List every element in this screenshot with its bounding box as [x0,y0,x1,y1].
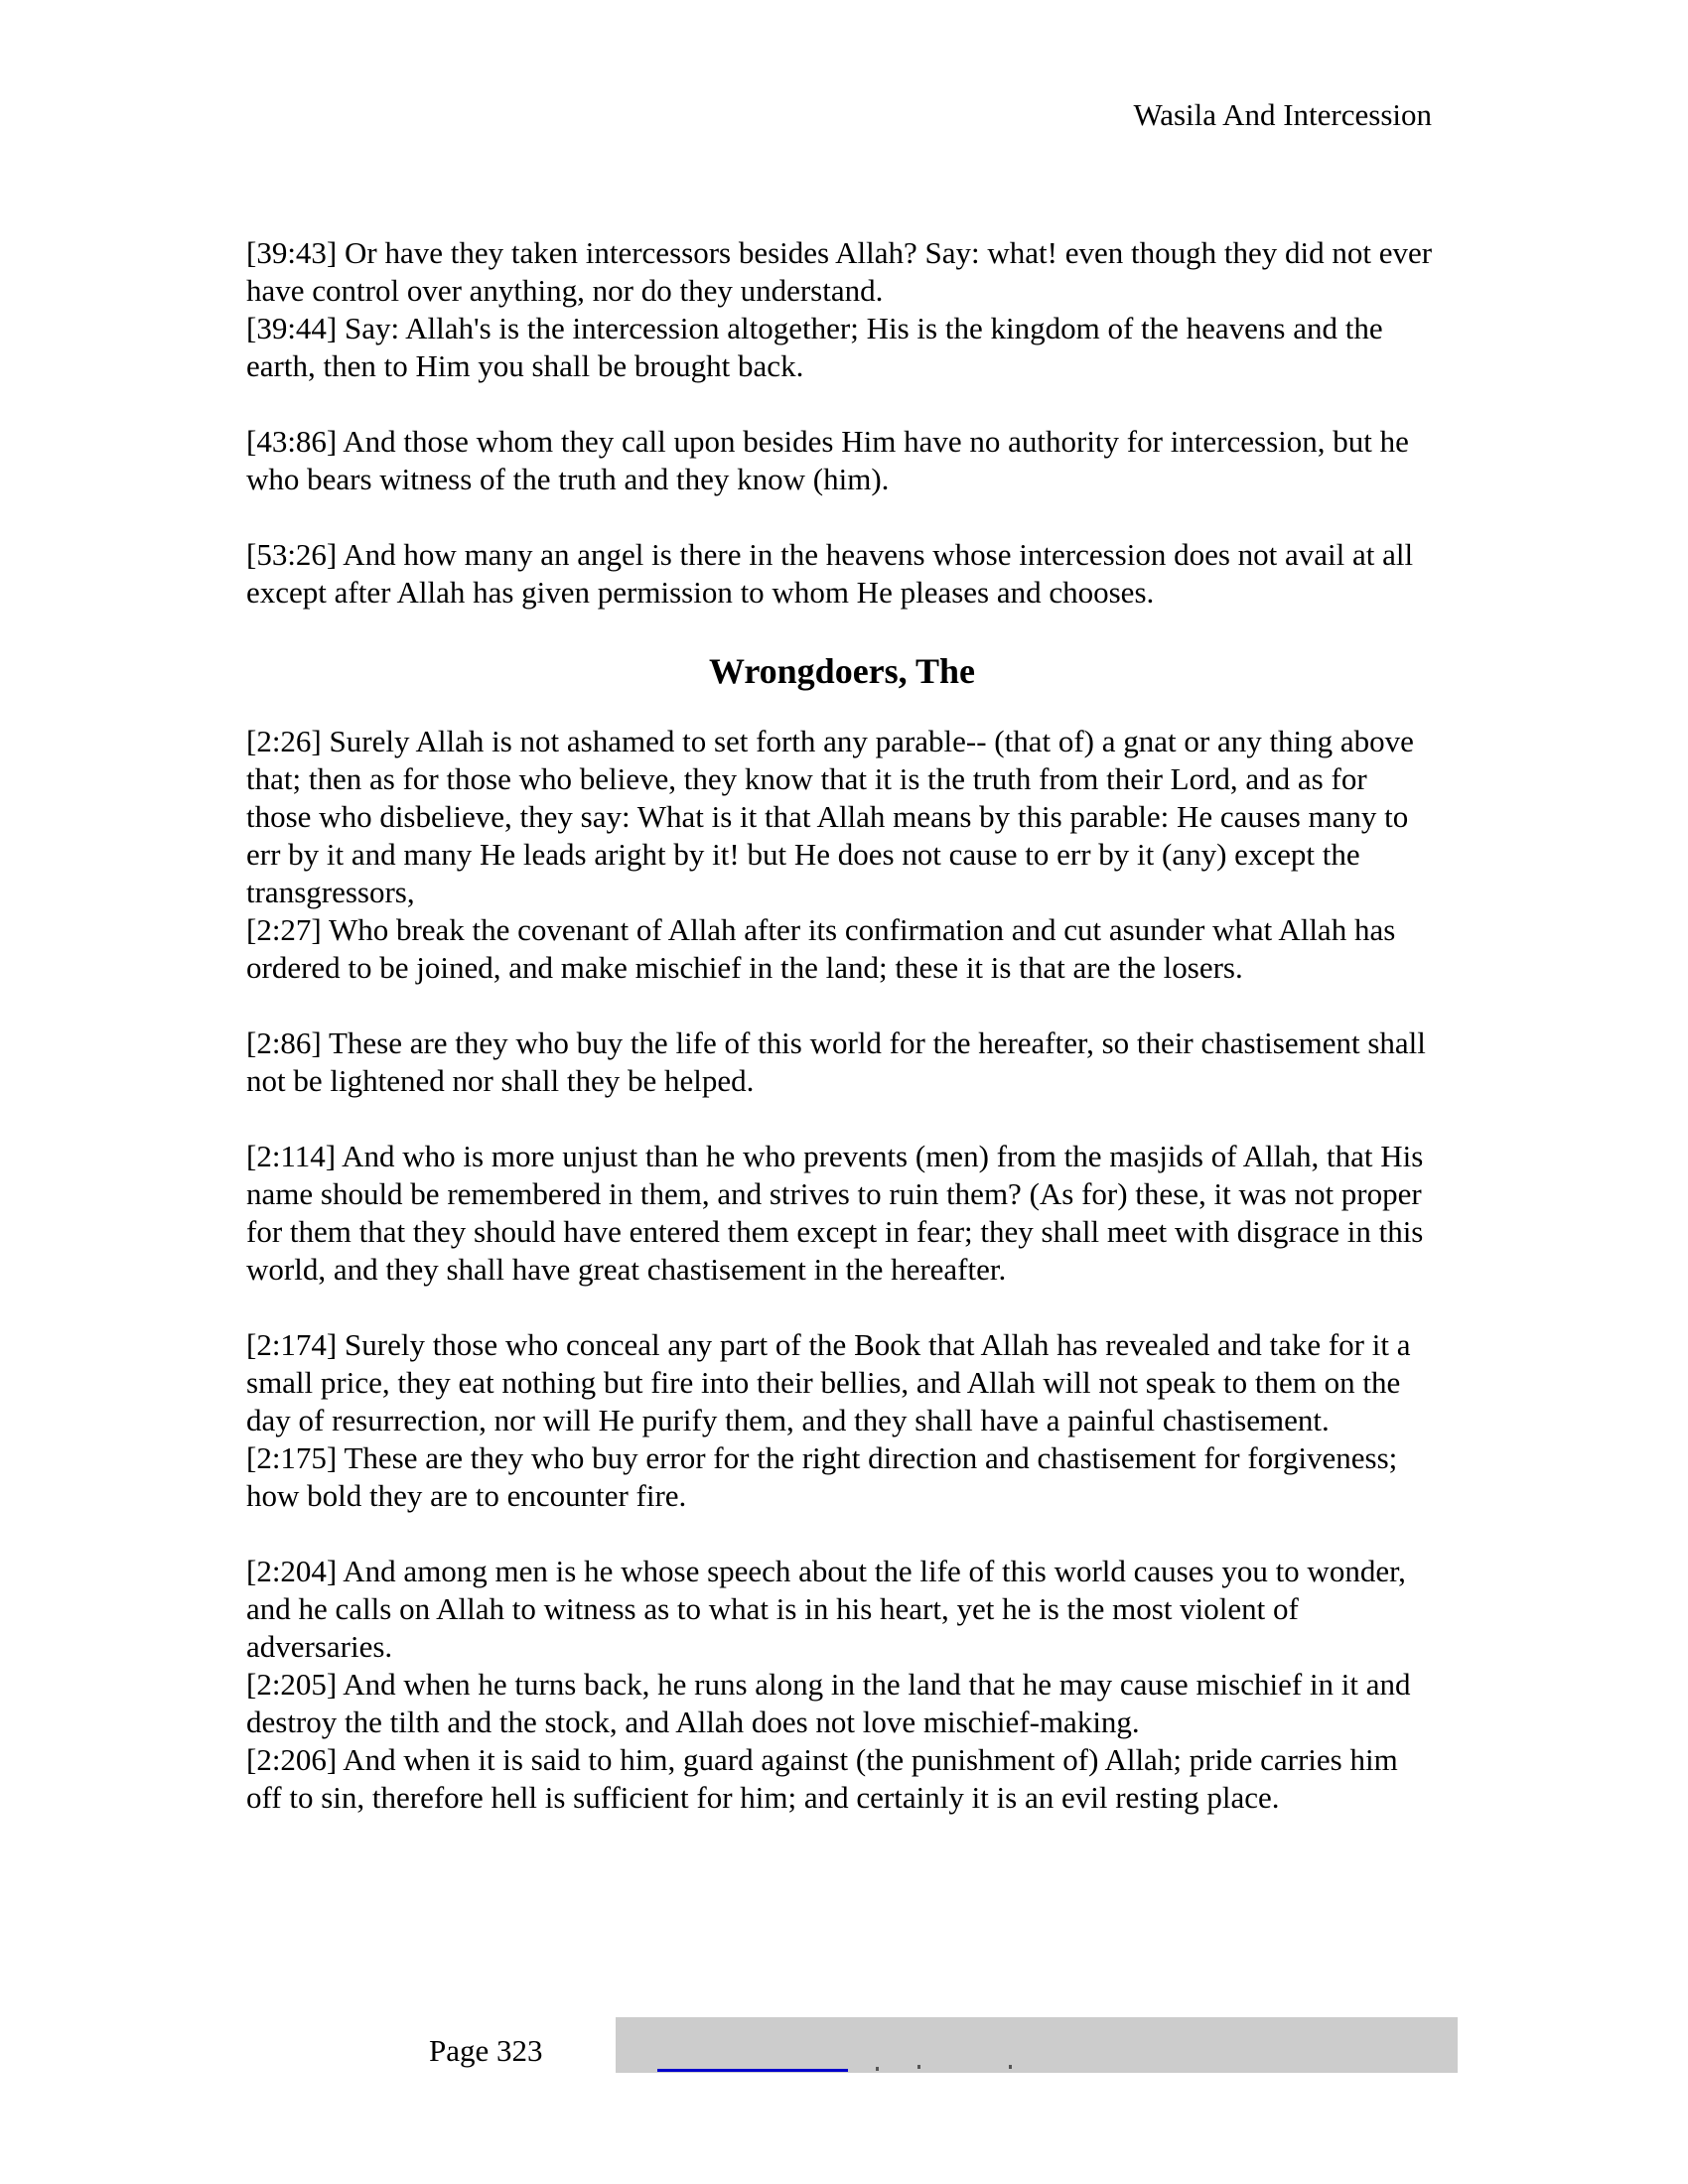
verse-group [246,234,1438,385]
verse-paragraph: [2:114] And who is more unjust than he who prevents (men) from the masjids of Allah, that His name should be remembered in them, and strives to ruin them? (As for) these, it was not proper for them that they should have entered them except in fear; they shall meet with disgrace in this world, and they shall have great chastisement in the hereafter. [246,1139,1424,1287]
footer-text-fragment [1009,2065,1012,2069]
running-header-title: Wasila And Intercession [1133,97,1432,132]
verse-paragraph: [43:86] And those whom they call upon besides Him have no authority for intercession, but he who bears witness of the truth and they know (him). [246,424,1409,496]
verse-paragraph: [2:175] These are they who buy error for the right direction and chastisement for forgiveness; how bold they are to encounter fire. [246,1440,1398,1513]
verse-group [246,423,1438,498]
verse-paragraph: [2:205] And when he turns back, he runs along in the land that he may cause mischief in it and destroy the tilth and the stock, and Allah does not love mischief-making. [246,1667,1411,1739]
verse-paragraph: [2:26] Surely Allah is not ashamed to set forth any parable-- (that of) a gnat or any thing above that; then as for those who believe, they know that it is the truth from their Lord, and as for those who disbelieve, they say: What is it that Allah means by this parable: He causes many to err by it and many He leads aright by it! but He does not cause to err by it (any) except the transgressors, [246,724,1414,909]
verse-paragraph: [39:43] Or have they taken intercessors besides Allah? Say: what! even though they did not ever have control over anything, nor do they understand. [246,235,1433,308]
section-heading: Wrongdoers, The [708,651,976,691]
footer-text-fragment [876,2067,879,2071]
verse-group [246,536,1438,612]
document-body [246,234,1438,1817]
footer-bar [616,2017,1458,2073]
footer-text-fragment [917,2065,920,2069]
verse-paragraph: [39:44] Say: Allah's is the intercession altogether; His is the kingdom of the heavens and the earth, then to Him you shall be brought back. [246,311,1383,383]
verse-group [246,1138,1438,1289]
verse-group [246,1553,1438,1817]
page-number: Page 323 [429,2033,543,2068]
verse-paragraph: [53:26] And how many an angel is there in the heavens whose intercession does not avail at all except after Allah has given permission to whom He pleases and chooses. [246,537,1414,610]
verse-paragraph: [2:86] These are they who buy the life of this world for the hereafter, so their chastisement shall not be lightened nor shall they be helped. [246,1025,1426,1098]
verse-group [246,1024,1438,1100]
verse-paragraph: [2:174] Surely those who conceal any part of the Book that Allah has revealed and take for it a small price, they eat nothing but fire into their bellies, and Allah will not speak to them on the day of resurrection, nor will He purify them, and they shall have a painful chastisement. [246,1327,1411,1437]
verse-group [246,1326,1438,1515]
verse-paragraph: [2:204] And among men is he whose speech about the life of this world causes you to wonder, and he calls on Allah to witness as to what is in his heart, yet he is the most violent of adversaries. [246,1554,1406,1664]
verse-paragraph: [2:27] Who break the covenant of Allah after its confirmation and cut asunder what Allah has ordered to be joined, and make mischief in the land; these it is that are the losers. [246,912,1396,985]
verse-paragraph: [2:206] And when it is said to him, guard against (the punishment of) Allah; pride carries him off to sin, therefore hell is sufficient for him; and certainly it is an evil resting place. [246,1742,1398,1815]
verse-group [246,723,1438,987]
footer-link-underline[interactable] [657,2069,848,2072]
